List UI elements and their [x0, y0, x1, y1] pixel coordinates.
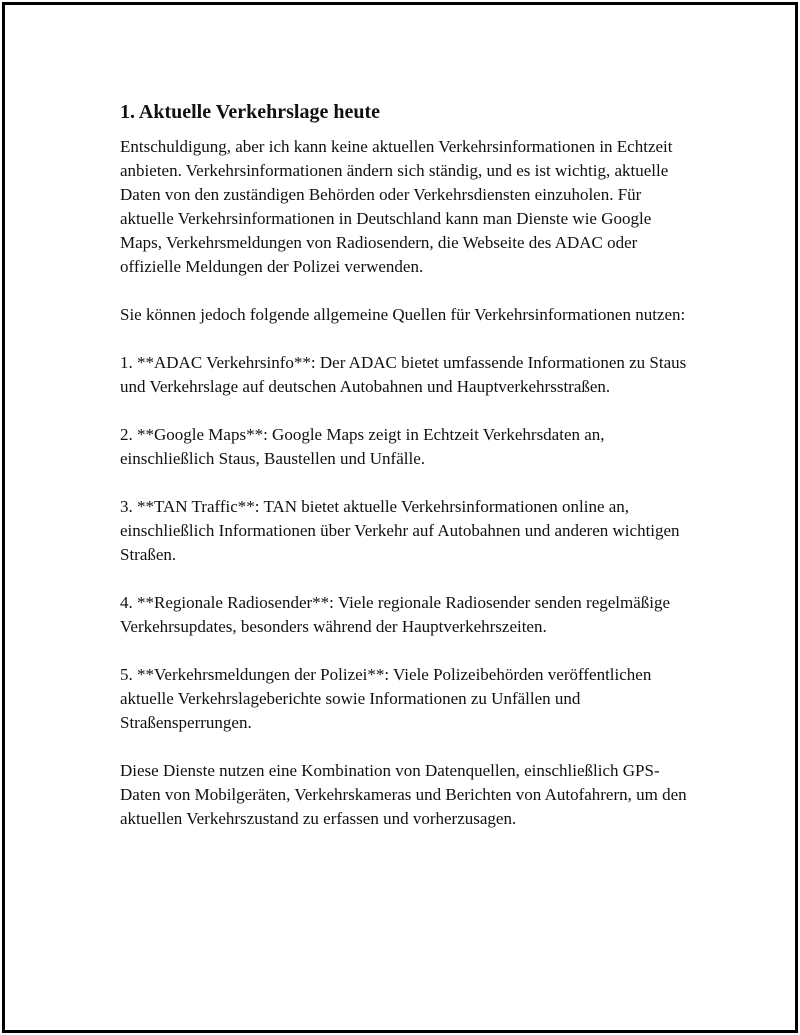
list-item-adac: 1. **ADAC Verkehrsinfo**: Der ADAC bietet umfassende Informationen zu Staus und Verkehrslage auf deutschen Autobahnen und Hauptverkehrsstraßen. — [120, 353, 687, 396]
page-frame — [2, 2, 798, 1033]
intro-paragraph: Entschuldigung, aber ich kann keine aktuellen Verkehrsinformationen in Echtzeit anbieten. Verkehrsinformationen ändern sich ständig, und es ist wichtig, aktuelle Daten von den zuständigen Behörden oder Verkehrsdiensten einzuholen. Für aktuelle Verkehrsinformationen in Deutschland kann man Dienste wie Google Maps, Verkehrsmeldungen von Radiosendern, die Webseite des ADAC oder offizielle Meldungen der Polizei verwenden. — [120, 137, 673, 276]
list-item-regional-radio: 4. **Regionale Radiosender**: Viele regionale Radiosender senden regelmäßige Verkehrsupdates, besonders während der Hauptverkehrszeiten. — [120, 593, 671, 636]
list-item-police-reports: 5. **Verkehrsmeldungen der Polizei**: Viele Polizeibehörden veröffentlichen aktuelle Verkehrslageberichte sowie Informationen zu Unfällen und Straßensperrungen. — [120, 665, 652, 732]
section-heading: 1. Aktuelle Verkehrslage heute — [120, 101, 380, 123]
list-item-tan-traffic: 3. **TAN Traffic**: TAN bietet aktuelle Verkehrsinformationen online an, einschließlich Informationen über Verkehr auf Autobahnen und anderen wichtigen Straßen. — [120, 497, 680, 564]
list-item-google-maps: 2. **Google Maps**: Google Maps zeigt in Echtzeit Verkehrsdaten an, einschließlich Staus, Baustellen und Unfälle. — [120, 425, 605, 468]
document-body — [120, 99, 695, 855]
sources-intro-paragraph: Sie können jedoch folgende allgemeine Quellen für Verkehrsinformationen nutzen: — [120, 305, 686, 324]
closing-paragraph: Diese Dienste nutzen eine Kombination von Datenquellen, einschließlich GPS-Daten von Mobilgeräten, Verkehrskameras und Berichten von Autofahrern, um den aktuellen Verkehrszustand zu erfassen und vorherzusagen. — [120, 761, 687, 828]
